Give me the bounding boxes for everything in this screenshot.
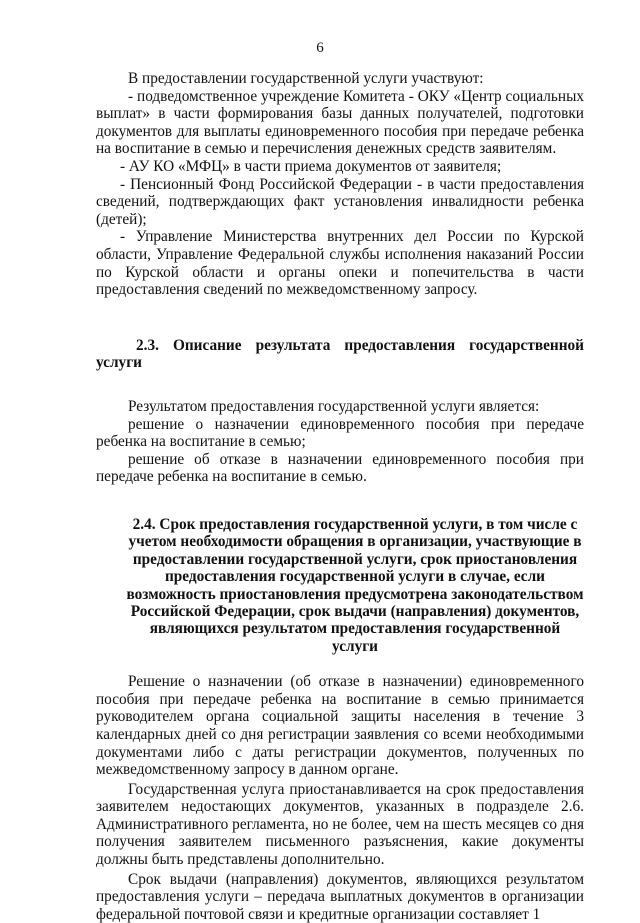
participant-item: - Пенсионный Фонд Российской Федерации - в части предоставления сведений, подтверждающих факт установления инвалидности ребенка (детей); [96, 175, 584, 228]
participant-item: - Управление Министерства внутренних дел России по Курской области, Управление Федеральной службы исполнения наказаний России по Курской области и органы опеки и попечительства в части предоставления сведений по межведомственному запросу. [96, 228, 584, 299]
participant-item: - подведомственное учреждение Комитета - ОКУ «Центр социальных выплат» в части формирования базы данных получателей, подготовки документов для выплаты единовременного пособия при передаче ребенка на воспитание в семью и перечисления денежных средств заявителям. [96, 87, 584, 158]
document-body [96, 70, 584, 923]
result-lead: Результатом предоставления государственной услуги является: [128, 397, 540, 415]
issuance-paragraph: Срок выдачи (направления) документов, являющихся результатом предоставления услуги – передача выплатных документов в организации федеральной почтовой связи и кредитные организации составляет 1 [96, 870, 584, 923]
participants-lead: В предоставлении государственной услуги участвуют: [128, 70, 484, 87]
participant-item: - АУ КО «МФЦ» в части приема документов от заявителя; [120, 157, 502, 175]
result-item: решение об отказе в назначении единовременного пособия при передаче ребенка на воспитание в семью. [96, 450, 584, 486]
section-2-3-heading: 2.3. Описание результата предоставления государственной услуги [96, 336, 584, 372]
page-number: 6 [316, 40, 324, 56]
result-item: решение о назначении единовременного пособия при передаче ребенка на воспитание в семью; [96, 415, 584, 451]
suspension-paragraph: Государственная услуга приостанавливается на срок предоставления заявителем недостающих документов, указанных в подразделе 2.6. Административного регламента, но не более, чем на шесть месяцев со дня получения заявителем письменного разъяснения, какие документы должны быть представлены дополнительно. [96, 780, 584, 869]
term-paragraph: Решение о назначении (об отказе в назначении) единовременного пособия при передаче ребенка на воспитание в семью принимается руководителем органа социальной защиты населения в течение 3 календарных дней со дня регистрации заявления со всеми необходимыми документами либо с даты регистрации документов, полученных по межведомственному запросу в данном органе. [96, 673, 584, 779]
section-2-4-heading: 2.4. Срок предоставления государственной услуги, в том числе с учетом необходимости обращения в организации, участвующие в предоставлении государственной услуги, срок приостановления предоставления государственной услуги в случае, если возможность приостановления предусмотрена законодательством Российской Федерации, срок выдачи (направления) документов, являющихся результатом предоставления государственной услуги [126, 515, 584, 655]
